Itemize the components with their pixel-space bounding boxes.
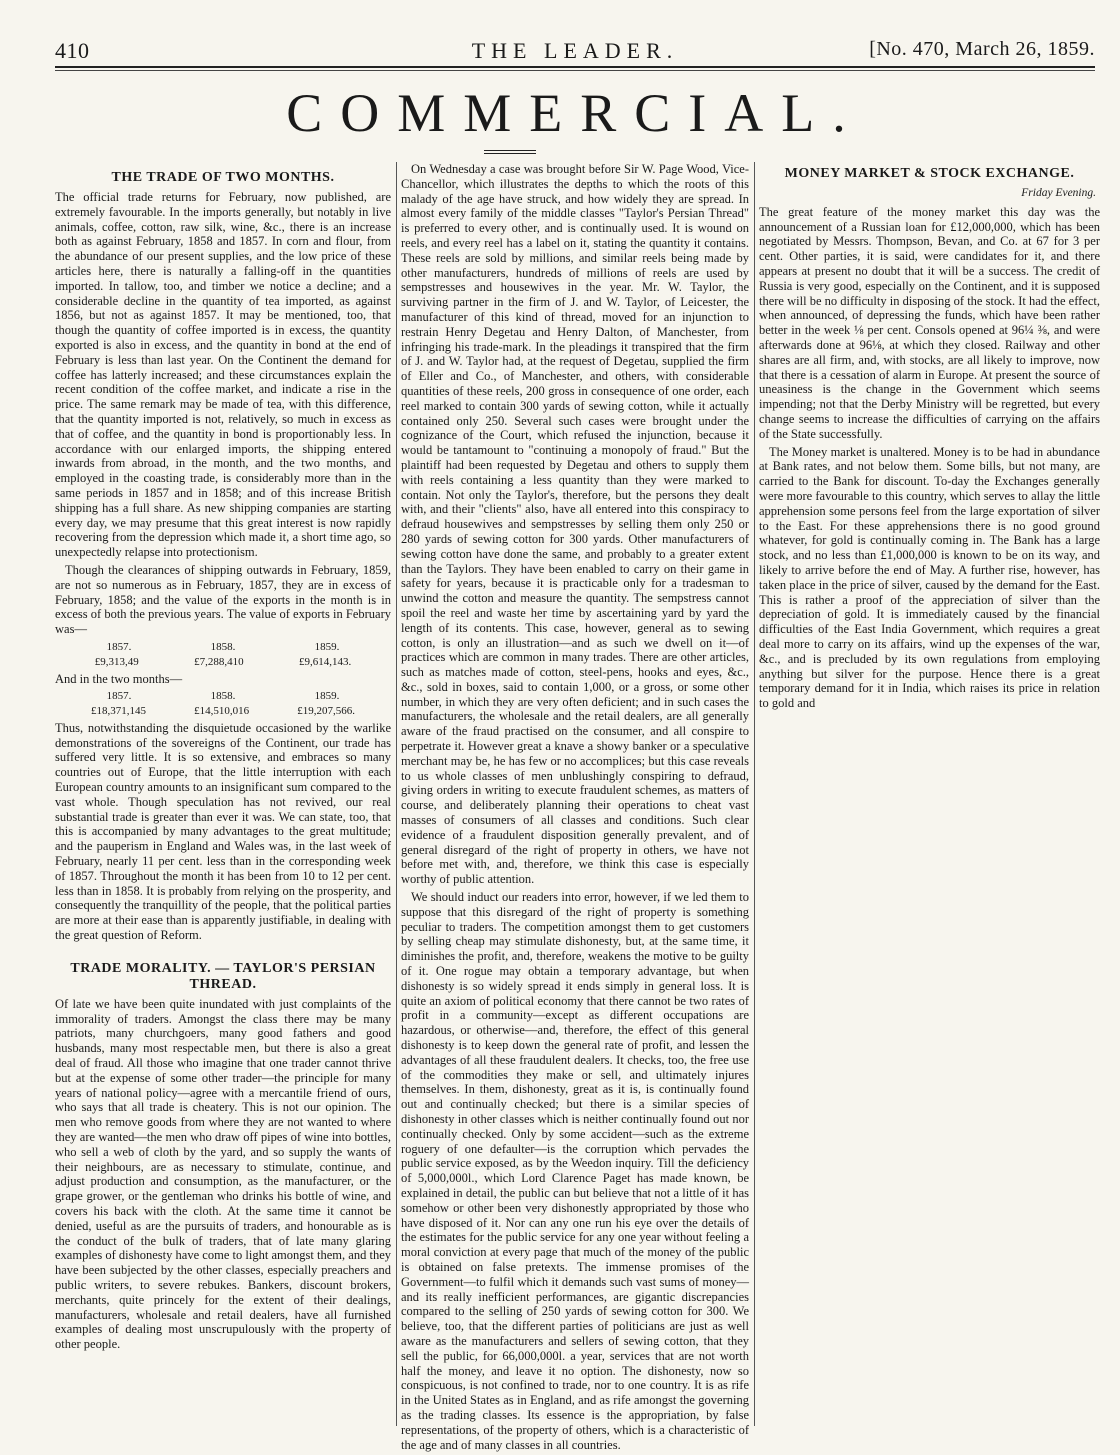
column-2 bbox=[401, 162, 749, 1455]
newspaper-title: THE LEADER. bbox=[471, 38, 679, 63]
paragraph: The great feature of the money market this day was the announcement of a Russian loan for £12,000,000, which has been negotiated by Messrs. Thompson, Bevan, and Co. at 67 for 3 per cent. Other parties, it is said, were candidates for it, and there appears at present no doubt that it will be a success. The credit of Russia is very good, especially on the Continent, and it is supposed there will be no difficulty in disposing of the stock. It had the effect, when announced, of depressing the funds, which have been rather better in the week ⅛ per cent. Consols opened at 96¼ ⅜, and were afterwards done at 96⅛, at which they closed. Railway and other shares are all firm, and, with stocks, are all likely to improve, now that there is a cessation of alarm in Europe. At present the source of uneasiness is the change in the Government which seems impending; not that the Derby Ministry will be regretted, but every change seems to increase the difficulties of carrying on the affairs of the State successfully. bbox=[759, 204, 1100, 441]
table-year: 1858. bbox=[210, 690, 236, 703]
table-year: 1857. bbox=[106, 640, 132, 653]
paragraph: The Money market is unaltered. Money is to be had in abundance at Bank rates, and not below them. Some bills, but not many, are carried to the Bank for discount. To-day the Exchanges generally were more favourable to this country, which serves to allay the little apprehension some persons feel from the large exportation of silver to the East. For these apprehensions there is no good ground whatever, for gold is continually coming in. The Bank has a large stock, and no less than £1,000,000 is known to be on its way, and likely to arrive before the end of May. A further rise, however, has taken place in the price of silver, caused by the demand for the East. This is rather a proof of the appreciation of silver than the depreciation of gold. It is immediately caused by the financial difficulties of the East India Government, which requires a great deal more to carry on its affairs, wind up the expenses of the war, &c., and is precluded by its own regulations from employing anything but silver for the purpose. Hence there is a great temporary demand for it in India, which raises its price in relation to gold and bbox=[759, 444, 1100, 711]
table-value: £7,288,410 bbox=[194, 655, 244, 668]
table-value: £9,614,143. bbox=[299, 655, 352, 668]
page-number: 410 bbox=[55, 38, 90, 63]
header-rule bbox=[55, 66, 1095, 71]
exports-table-two-months bbox=[55, 689, 391, 719]
table-value: £9,313,49 bbox=[94, 655, 139, 668]
paragraph: And in the two months— bbox=[55, 671, 183, 686]
column-divider bbox=[754, 162, 755, 1426]
issue-info: [No. 470, March 26, 1859. bbox=[869, 38, 1095, 60]
masthead-rule bbox=[484, 150, 536, 154]
running-head bbox=[55, 34, 1095, 66]
table-value: £19,207,566. bbox=[297, 705, 355, 718]
paragraph: The official trade returns for February, now published, are extremely favourable. In the imports generally, but notably in live animals, coffee, cotton, raw silk, wine, &c., there is an increase both as against February, 1858 and 1857. In corn and flour, from the abundance of our present supplies, and the low price of these articles here, there is naturally a falling-off in the quantities imported. In tallow, too, and timber we notice a decline; and a considerable decline in the quantity of tea imported, as against 1856, but not as against 1857. It may be mentioned, too, that though the quantity of coffee imported is in excess, the quantity exported is also in excess, and the quantity in bond at the end of February is less than last year. On the Continent the demand for coffee has latterly increased; and these circumstances explain the recent condition of the coffee market, and indicate a rise in the price. The same remark may be made of tea, with this difference, that the quantity imported is not, relatively, so much in excess as that of coffee, and the quantity in bond is proportionably less. In accordance with our enlarged imports, the shipping entered inwards from abroad, in the month, and the two months, and employed in the coasting trade, is considerably more than in the same periods in 1857 and in 1858; and of this increase British shipping has a full share. As new shipping companies are starting every day, we may presume that this great interest is now rapidly recovering from the depression which made it, a short time ago, so unexpectedly relapse into protectionism. bbox=[55, 190, 391, 560]
table-value: £18,371,145 bbox=[91, 705, 147, 718]
dateline: Friday Evening. bbox=[1021, 187, 1096, 199]
paragraph: We should induct our readers into error, however, if we led them to suppose that this disregard of the right of property is something peculiar to traders. The competition amongst them to get customers by selling cheap may stimulate dishonesty, but, at the same time, it diminishes the profit, and, therefore, weakens the motive to be guilty of it. One rogue may obtain a temporary advantage, but when dishonesty is so widely spread it ends simply in general loss. It is quite an axiom of political economy that there cannot be two rates of profit in a community—except as different occupations are hazardous, or otherwise—and, therefore, the effect of this general dishonesty is to keep down the general rate of profit, and lessen the advantages of all these fraudulent dealers. It checks, too, the free use of the commodities they make or sell, and ultimately injures themselves. In them, dishonesty, great as it is, is continually found out and continually checked; but there is a similar species of dishonesty in other classes which is neither continually found out nor continually checked. Only by some accident—such as the extreme roguery of one defaulter—is the corruption which pervades the public service exposed, as by the Weedon inquiry. Till the deficiency of 5,000,000l., which Lord Clarence Paget has made known, be explained in detail, the public can but believe that not a little of it has somehow or other been very dishonestly appropriated by those who have disposed of it. Nor can any one run his eye over the details of the estimates for the public service for any one year without feeling a moral conviction at every page that much of the money of the public is obtained on false pretexts. The immense promises of the Government—to fulfil which it demands such vast sums of money—and its really inefficient performances, are gigantic discrepancies compared to the selling of 250 yards of sewing cotton for 300. We believe, too, that the different parties of politicians are just as well aware as the manufacturers and sellers of sewing cotton, that they sell the public, for 66,000,000l. a year, services that are not worth half the money, and leave it no option. The dishonesty, now so conspicuous, is not confined to trade, nor to one country. It is as rife in the United States as in England, and as rife amongst the governing as the trading classes. Its essence is the appropriation, by false representations, of the property of others, which is a characteristic of the age and of many classes in all countries. bbox=[401, 890, 749, 1452]
article-heading: THE TRADE OF TWO MONTHS. bbox=[111, 170, 335, 185]
table-value: £14,510,016 bbox=[194, 705, 250, 718]
exports-table-february bbox=[55, 640, 391, 670]
table-year: 1857. bbox=[106, 690, 132, 703]
table-year: 1859. bbox=[314, 690, 340, 703]
article-heading: TRADE MORALITY. — TAYLOR'S PERSIAN THREAD. bbox=[70, 960, 376, 992]
column-1 bbox=[55, 162, 391, 1355]
paragraph: Thus, notwithstanding the disquietude occasioned by the warlike demonstrations of the sovereigns of the Continent, our trade has suffered very little. It is so extensive, and embraces so many countries out of Europe, that the little interruption with each European country amounts to an insignificant sum compared to the vast whole. Though speculation has not revived, our real substantial trade is greater than ever it was. We can state, too, that this is accompanied by many advantages to the great multitude; and the pauperism in England and Wales was, in the last week of February, nearly 11 per cent. less than in the corresponding week of 1857. Throughout the month it has been from 10 to 12 per cent. less than in 1858. It is probably from relying on the prosperity, and consequently the tranquillity of the people, that the political parties are more at their ease than is apparently justifiable, in dealing with the great question of Reform. bbox=[55, 720, 391, 943]
table-year: 1859. bbox=[314, 640, 340, 653]
column-divider bbox=[396, 162, 397, 1426]
table-year: 1858. bbox=[210, 640, 236, 653]
article-heading: MONEY MARKET & STOCK EXCHANGE. bbox=[784, 166, 1075, 181]
paragraph: Though the clearances of shipping outwards in February, 1859, are not so numerous as in February, 1857, they are in excess of February, 1858; and the value of the exports in the month is in excess of both the previous years. The value of exports in February was— bbox=[55, 562, 391, 637]
column-3 bbox=[759, 162, 1100, 714]
paragraph: On Wednesday a case was brought before Sir W. Page Wood, Vice-Chancellor, which illustrates the depths to which the roots of this malady of the age have struck, and how widely they are spread. In almost every family of the middle classes "Taylor's Persian Thread" is preferred to every other, and is continually used. It is wound on reels, and every reel has a label on it, stating the quantity it contains. These reels are sold by millions, and similar reels being made by other manufacturers, hundreds of millions of reels are used by sempstresses and housewives in the year. Mr. W. Taylor, the surviving partner in the firm of J. and W. Taylor, of Leicester, the manufacturer of this kind of thread, moved for an injunction to restrain Henry Degetau and Henry Dalton, of Manchester, from infringing his trade-mark. In the pleadings it transpired that the firm of J. and W. Taylor had, at the request of Degetau, supplied the firm of Eller and Co., of Manchester, and others, with considerable quantities of these reels, 200 gross in consequence of one order, each reel marked to contain 300 yards of sewing cotton, while it actually contained only 250. Several such cases were brought under the cognizance of the Court, which refused the injunction, because it would be tantamount to "continuing a monopoly of fraud." But the plaintiff had been requested by Degetau and others to supply them with reels containing a less quantity than they were marked to contain. Not only the Taylor's, therefore, but the persons they dealt with, and their "clients" also, have all entered into this conspiracy to defraud housewives and sempstresses by selling them only 250 or 280 yards of sewing cotton for 300 yards. Other manufacturers of sewing cotton have done the same, and probably to a greater extent than the Taylors. They have been enabled to carry on their game in safety for years, because it is practicable only for a tradesman to unwind the cotton and measure the quantity. The sempstress cannot spoil the reel and waste her time by ascertaining yard by yard the length of its contents. This case, however, general as to sewing cotton, is only an illustration—and as such we dwell on it—of practices which are common in many trades. There are other articles, such as matches made of cotton, steel-pens, hooks and eyes, &c., &c., sold in boxes, said to contain 1,000, or a gross, or some other number, in which they are very often deficient; and in such cases the manufacturers, the wholesale and the retail dealers, are all generally aware of the fraud practised on the consumer, and all conspire to perpetrate it. However great a knave a showy banker or a speculative merchant may be, he has few or no accomplices; but this case reveals to us whole classes of men unblushingly conspiring to defraud, giving orders in writing to execute fraudulent schemes, as matters of course, and deliberately planning their operations to cheat vast masses of consumers of all classes and conditions. Such clear evidence of a fraudulent disposition generally prevalent, and of general disregard of the right of property in others, we have not before met with, and, therefore, we think this case is especially worthy of public attention. bbox=[401, 162, 749, 887]
paragraph: Of late we have been quite inundated with just complaints of the immorality of traders. Amongst the class there may be many patriots, many churchgoers, many good fathers and good husbands, many most respectable men, but there is also a great deal of fraud. All those who imagine that one trader cannot thrive but at the expense of some other trader—the principle for many years of national policy—agree with a mercantile friend of ours, who says that all trade is cheatery. This is not our opinion. The men who remove goods from where they are not wanted to where they are wanted—the men who draw off pipes of wine into bottles, who sell a web of cloth by the yard, and so supply the wants of their neighbours, are as necessary to stimulate, continue, and adjust production and consumption, as the manufacturer, or the grape grower, or the gentleman who drinks his bottle of wine, and covers his back with the cloth. At the same time it cannot be denied, useful as are the pursuits of traders, and honourable as is the conduct of the bulk of traders, that of late many glaring examples of dishonesty have come to light amongst them, and they have been subjected by the other classes, especially preachers and public writers, to severe rebukes. Bankers, discount brokers, merchants, quite princely for the extent of their dealings, manufacturers, wholesale and retail dealers, have all furnished examples of dealing most unscrupulously with the property of other people. bbox=[55, 996, 391, 1352]
section-masthead: COMMERCIAL. bbox=[286, 83, 864, 143]
